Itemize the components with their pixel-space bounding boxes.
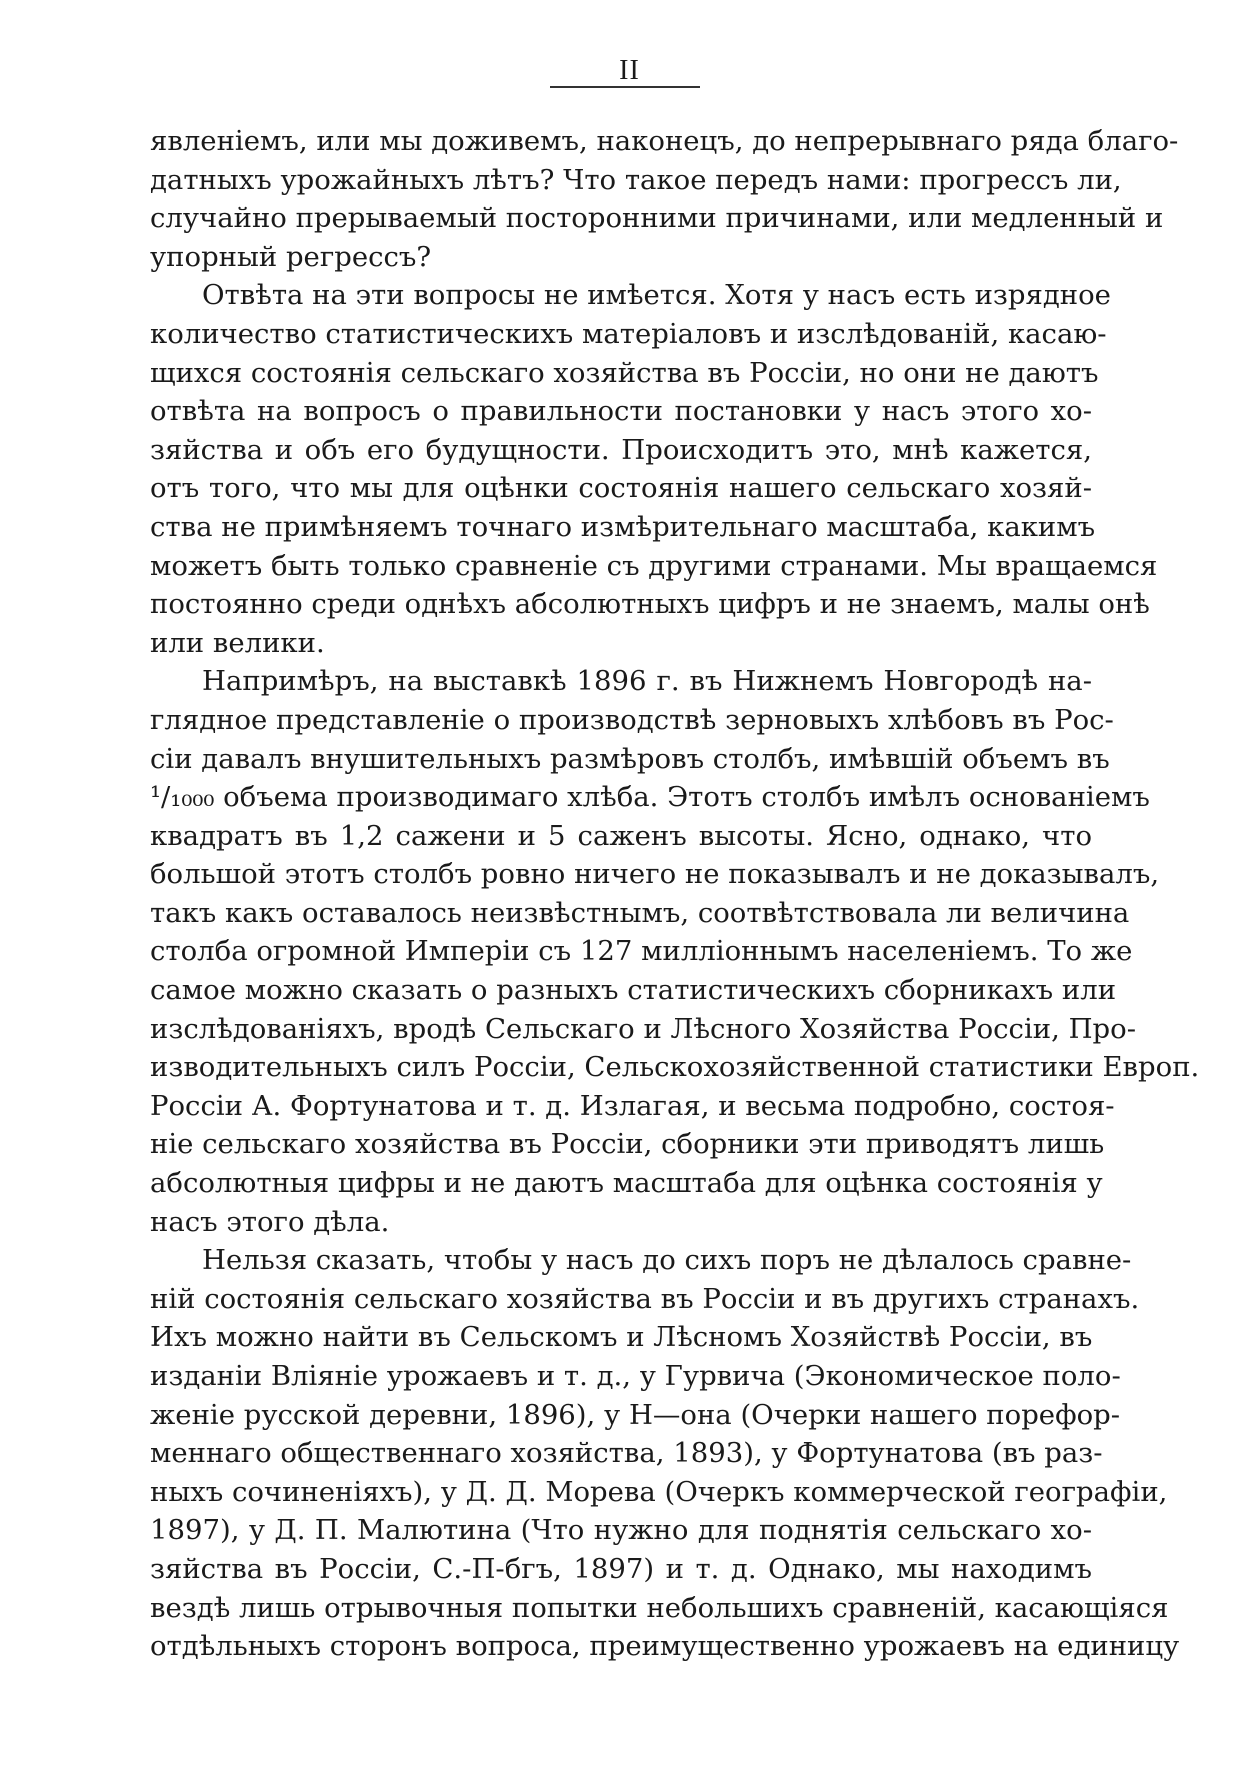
page-header (0, 55, 1259, 87)
text-line: ніе сельскаго хозяйства въ Россіи, сборники эти приводятъ лишь (150, 1128, 1105, 1161)
text-line: изводительныхъ силъ Россіи, Сельскохозяйственной статистики Европ. (150, 1051, 1200, 1084)
paragraph-4 (150, 1241, 1180, 1666)
text-line: отвѣта на вопросъ о правильности постановки у насъ этого хо- (150, 395, 1092, 428)
text-line: отъ того, что мы для оцѣнки состоянія нашего сельскаго хозяй- (150, 472, 1092, 505)
text-line: ныхъ сочиненіяхъ), у Д. Д. Морева (Очеркъ коммерческой географіи, (150, 1475, 1168, 1508)
text-line: количество статистическихъ матеріаловъ и изслѣдованій, касаю- (150, 317, 1107, 350)
paragraph-1 (150, 122, 1179, 276)
text-line: абсолютныя цифры и не даютъ масштаба для оцѣнка состоянія у (150, 1167, 1103, 1200)
text-line: случайно прерываемый посторонними причинами, или медленный и (150, 202, 1164, 235)
text-line: или велики. (150, 626, 325, 659)
text-line: Нельзя сказать, чтобы у насъ до сихъ поръ не дѣлалось сравне- (202, 1244, 1132, 1277)
text-line: зяйства въ Россіи, С.-П-бгъ, 1897) и т. д. Однако, мы находимъ (150, 1552, 1092, 1585)
text-line: 1897), у Д. П. Малютина (Что нужно для поднятія сельскаго хо- (150, 1514, 1092, 1547)
text-line: ній состоянія сельскаго хозяйства въ Россіи и въ другихъ странахъ. (150, 1282, 1140, 1315)
text-line: датныхъ урожайныхъ лѣтъ? Что такое передъ нами: прогрессъ ли, (150, 163, 1122, 196)
text-line: зяйства и объ его будущности. Происходитъ это, мнѣ кажется, (150, 433, 1092, 466)
text-line: глядное представленіе о производствѣ зерновыхъ хлѣбовъ въ Рос- (150, 703, 1114, 736)
text-line: Россіи А. Фортунатова и т. д. Излагая, и весьма подробно, состоя- (150, 1089, 1115, 1122)
text-line: отдѣльныхъ сторонъ вопроса, преимущественно урожаевъ на единицу (150, 1630, 1180, 1663)
text-line: столба огромной Имперіи съ 127 милліоннымъ населеніемъ. То же (150, 935, 1133, 968)
text-line: постоянно среди однѣхъ абсолютныхъ цифръ и не знаемъ, малы онѣ (150, 588, 1150, 621)
text-line: ства не примѣняемъ точнаго измѣрительнаго масштаба, какимъ (150, 510, 1096, 543)
text-line: большой этотъ столбъ ровно ничего не показывалъ и не доказывалъ, (150, 858, 1160, 891)
text-line: самое можно сказать о разныхъ статистическихъ сборникахъ или (150, 974, 1117, 1007)
text-line: Отвѣта на эти вопросы не имѣется. Хотя у насъ есть изрядное (202, 279, 1111, 312)
text-line: Ихъ можно найти въ Сельскомъ и Лѣсномъ Хозяйствѣ Россіи, въ (150, 1321, 1093, 1354)
text-line: насъ этого дѣла. (150, 1205, 390, 1238)
text-line: такъ какъ оставалось неизвѣстнымъ, соотвѣтствовала ли величина (150, 896, 1130, 929)
text-line: сіи давалъ внушительныхъ размѣровъ столбъ, имѣвшій объемъ въ (150, 742, 1110, 775)
text-line: можетъ быть только сравненіе съ другими странами. Мы вращаемся (150, 549, 1158, 582)
text-line: изданіи Вліяніе урожаевъ и т. д., у Гурвича (Экономическое поло- (150, 1360, 1121, 1392)
text-line: щихся состоянія сельскаго хозяйства въ Россіи, но они не даютъ (150, 356, 1099, 389)
paragraph-2 (150, 276, 1158, 662)
text-line: изслѣдованіяхъ, вродѣ Сельскаго и Лѣсного Хозяйства Россіи, Про- (150, 1012, 1136, 1045)
text-line: вездѣ лишь отрывочныя попытки небольшихъ сравненій, касающіяся (150, 1591, 1169, 1624)
text-line: квадратъ въ 1,2 сажени и 5 саженъ высоты. Ясно, однако, что (150, 819, 1092, 852)
text-line: явленіемъ, или мы доживемъ, наконецъ, до непрерывнаго ряда благо- (150, 125, 1179, 157)
text-line: женіе русской деревни, 1896), у Н—она (Очерки нашего порефор- (150, 1398, 1121, 1431)
text-line: упорный регрессъ? (150, 240, 432, 273)
text-line: ¹/₁₀₀₀ объема производимаго хлѣба. Этотъ столбъ имѣлъ основаніемъ (150, 781, 1150, 814)
header-rule (550, 86, 700, 88)
body-text (150, 122, 1200, 1666)
text-line: Напримѣръ, на выставкѣ 1896 г. въ Нижнемъ Новгородѣ на- (202, 665, 1092, 698)
page-number: II (619, 55, 640, 86)
text-line: меннаго общественнаго хозяйства, 1893), у Фортунатова (въ раз- (150, 1437, 1103, 1470)
paragraph-3 (150, 662, 1200, 1241)
